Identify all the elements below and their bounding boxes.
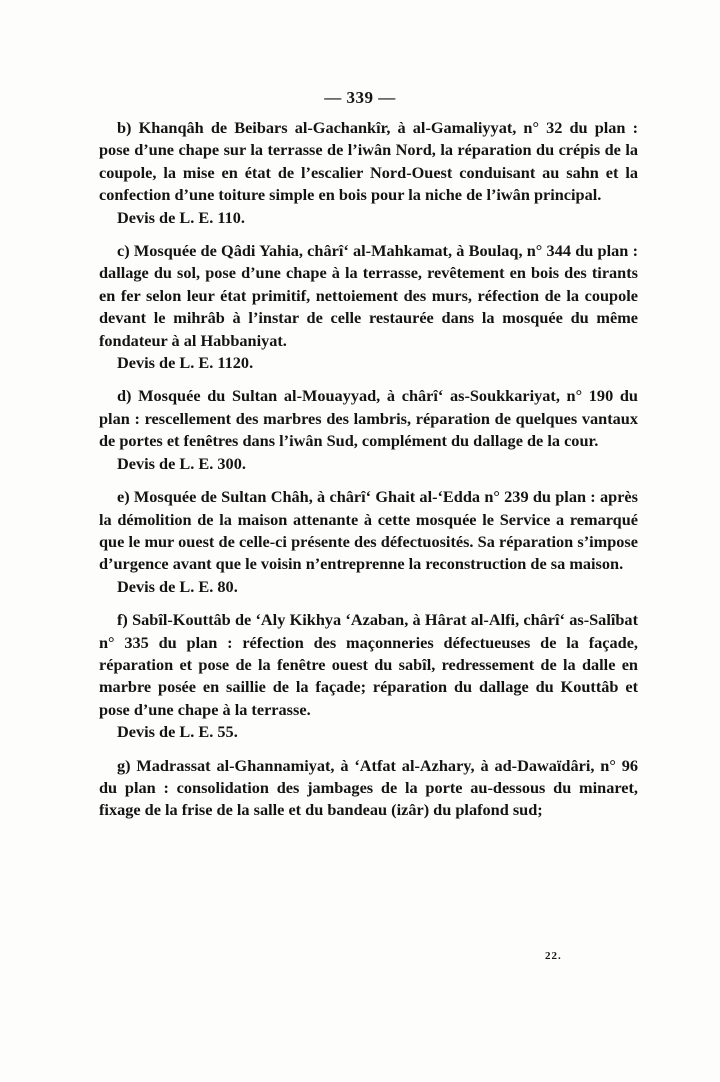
signature-mark: 22.	[545, 950, 562, 962]
entry-b-text: b) Khanqâh de Beibars al-Gachankîr, à al-Gamaliyyat, n° 32 du plan : pose d’une chape sur la terrasse de l’iwân Nord, la réparation du crépis de la coupole, la mise en état de l’escalier Nord-Ouest conduisant au sahn et la confection d’une toiture simple en bois pour la niche de l’iwân principal.	[99, 118, 638, 205]
body-text	[99, 117, 638, 822]
entry-d-devis: Devis de L. E. 300.	[117, 453, 246, 473]
entry-g-text: g) Madrassat al-Ghannamiyat, à ‘Atfat al-Azhary, à ad-Dawaïdâri, n° 96 du plan : consolidation des jambages de la porte au-dessous du minaret, fixage de la frise de la salle et du bandeau (izâr) du plafond sud;	[99, 755, 638, 820]
entry-f-text: f) Sabîl-Kouttâb de ‘Aly Kikhya ‘Azaban, à Hârat al-Alfi, chârî‘ as-Salîbat n° 335 du plan : réfection des maçonneries défectueuses de la façade, réparation et pose de la fenêtre ouest du sabîl, redressement de la dalle en marbre posée en saillie de la façade; réparation du dallage du Kouttâb et pose d’une chape à la terrasse.	[99, 610, 638, 719]
entry-d-text: d) Mosquée du Sultan al-Mouayyad, à chârî‘ as-Soukkariyat, n° 190 du plan : rescellement des marbres des lambris, réparation de quelques vantaux de portes et fenêtres dans l’iwân Sud, complément du dallage de la cour.	[99, 386, 638, 451]
entry-b-devis: Devis de L. E. 110.	[117, 207, 245, 227]
entry-e-devis: Devis de L. E. 80.	[117, 576, 238, 596]
entry-e-text: e) Mosquée de Sultan Châh, à chârî‘ Ghait al-‘Edda n° 239 du plan : après la démolition de la maison attenante à cette mosquée le Service a remarqué que le mur ouest de celle-ci présente des défectuosités. Sa réparation s’impose d’urgence avant que le voisin n’entreprenne la reconstruction de sa maison.	[99, 487, 638, 574]
entry-c-devis: Devis de L. E. 1120.	[117, 353, 254, 373]
page-number: — 339 —	[324, 88, 396, 107]
entry-f-devis: Devis de L. E. 55.	[117, 722, 238, 742]
entry-c-text: c) Mosquée de Qâdi Yahia, chârî‘ al-Mahkamat, à Boulaq, n° 344 du plan : dallage du sol, pose d’une chape à la terrasse, revêtement en bois des tirants en fer selon leur état primitif, nettoiement des murs, réfection de la coupole devant le mihrâb à l’instar de celle restaurée dans la mosquée du même fondateur à al Habbaniyat.	[99, 241, 638, 350]
